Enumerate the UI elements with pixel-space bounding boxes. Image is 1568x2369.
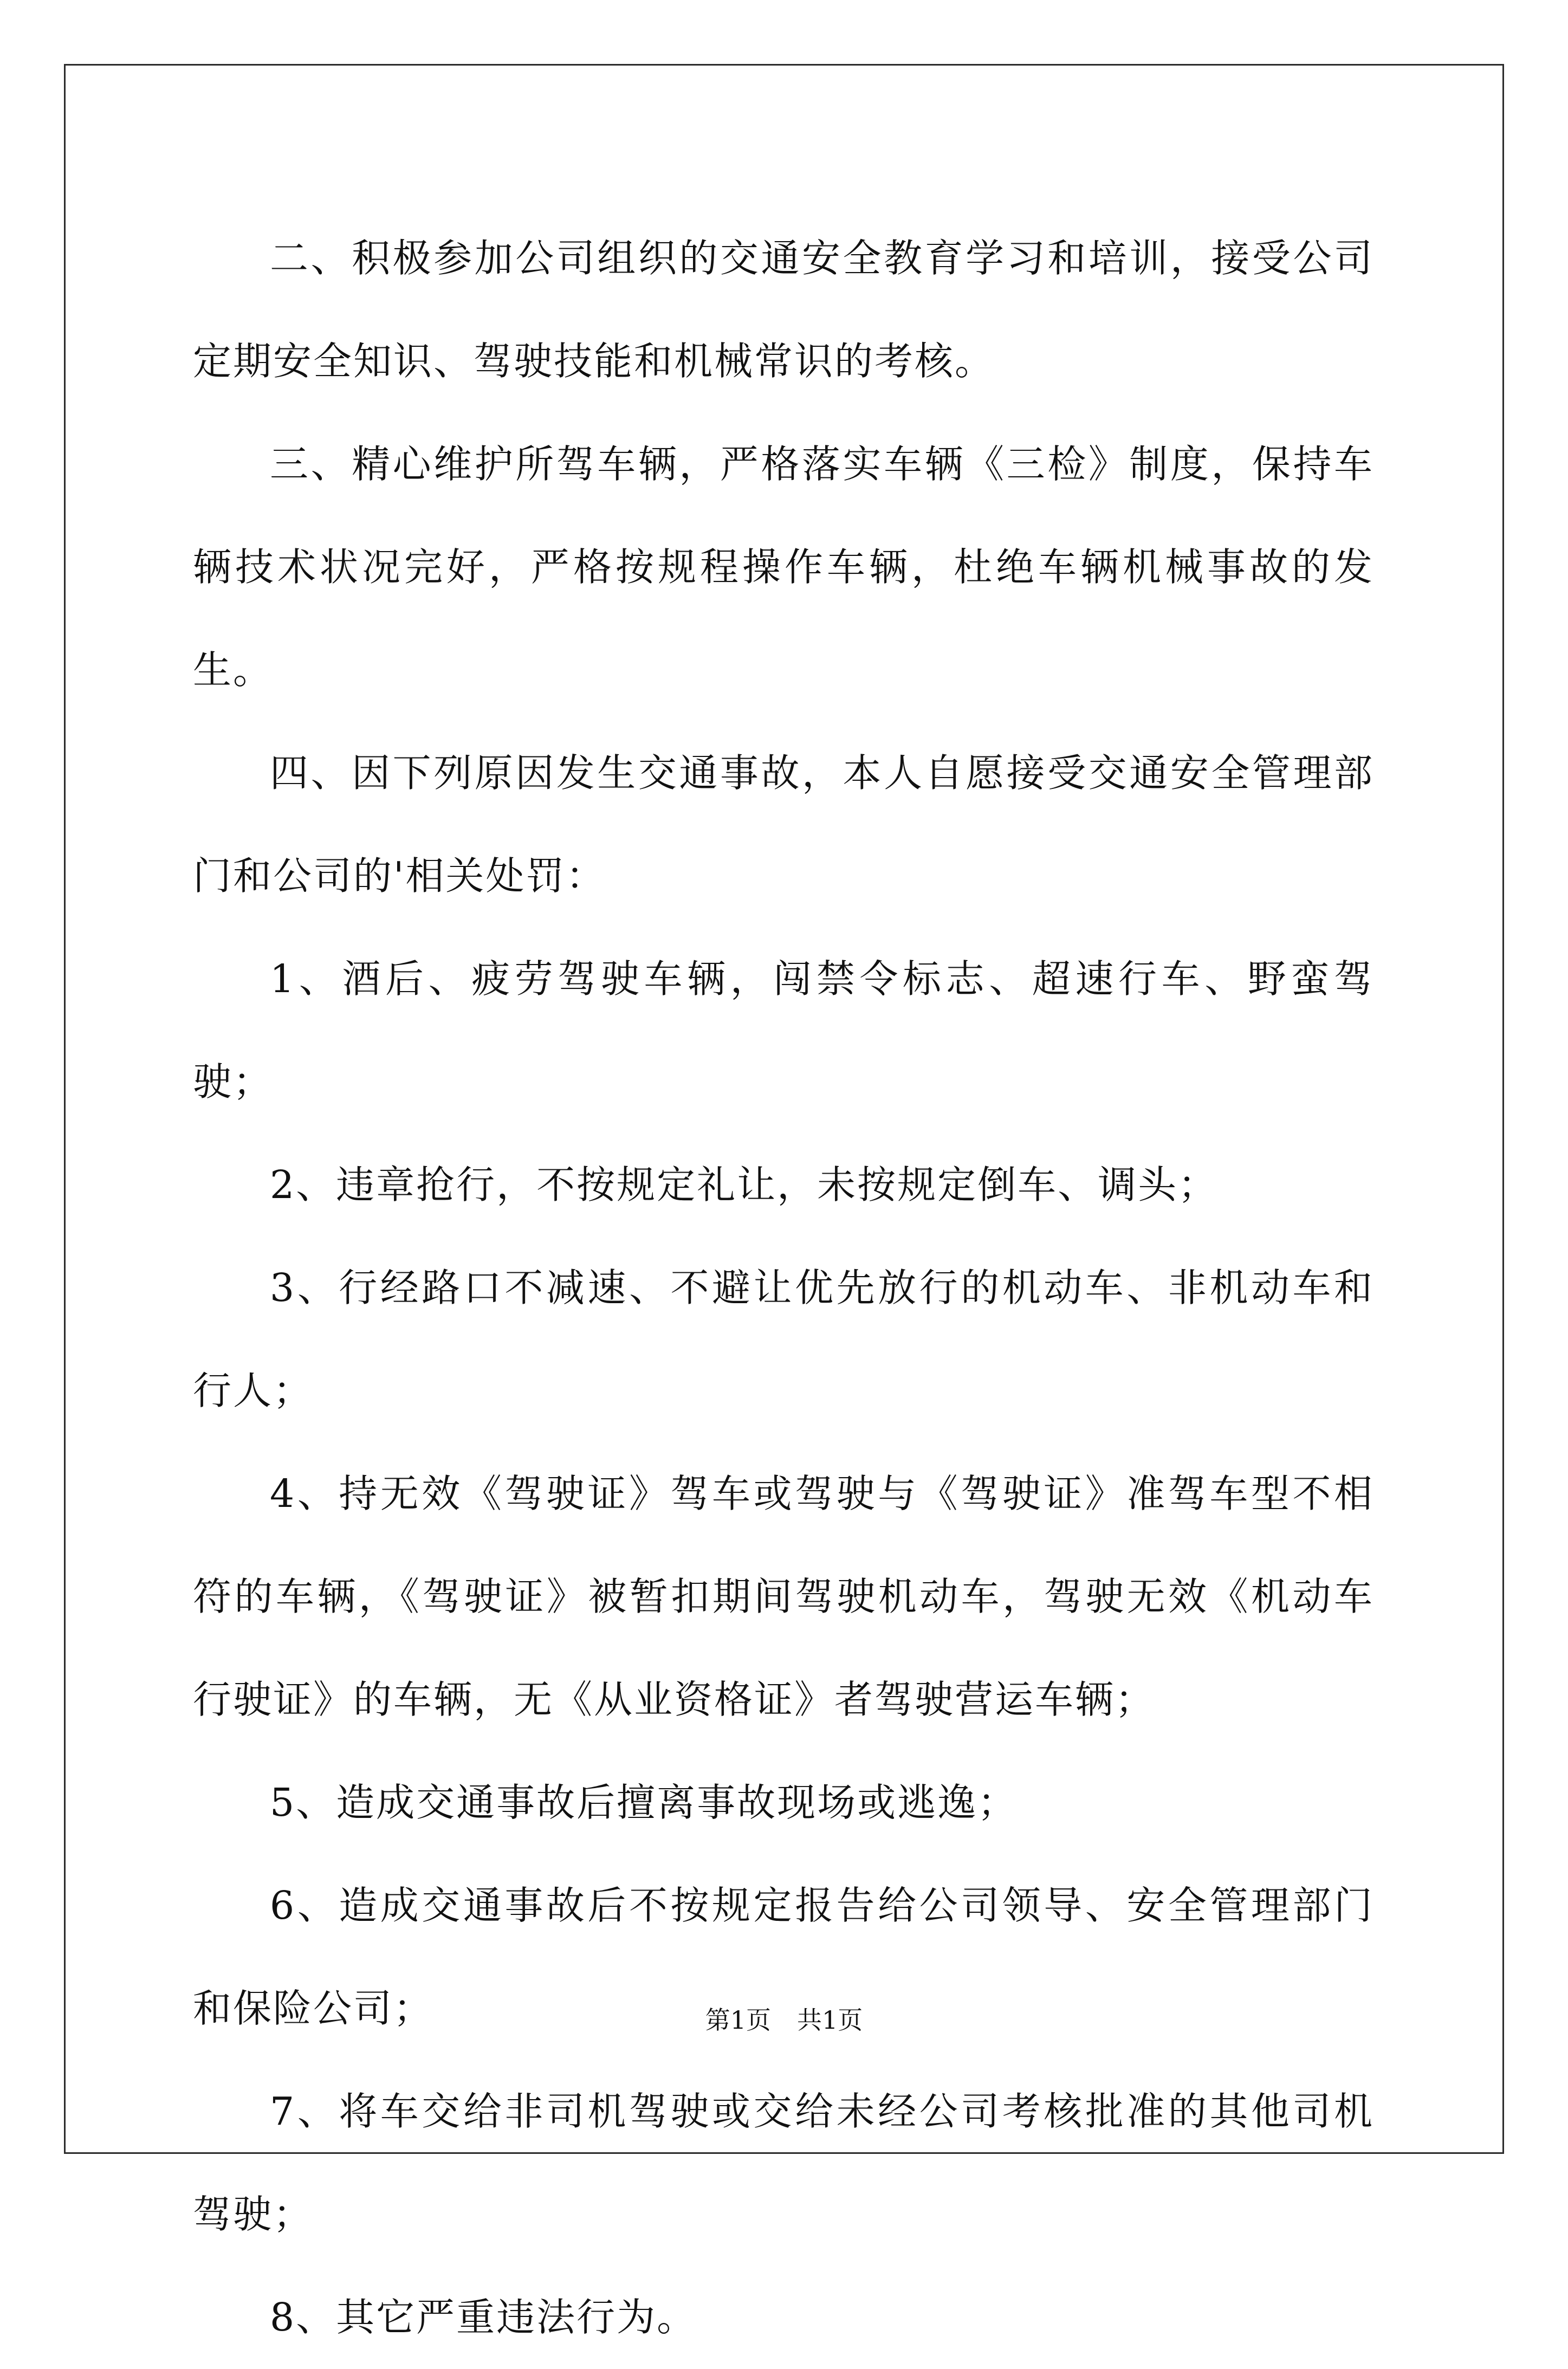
- list-item-7: 7、将车交给非司机驾驶或交给未经公司考核批准的其他司机驾驶；: [193, 2089, 1374, 2237]
- list-item-4: 4、持无效《驾驶证》驾车或驾驶与《驾驶证》准驾车型不相符的车辆，《驾驶证》被暂扣期间驾驶机动车，驾驶无效《机动车行驶证》的车辆，无《从业资格证》者驾驶营运车辆；: [193, 1471, 1374, 1722]
- list-item-1: 1、酒后、疲劳驾驶车辆，闯禁令标志、超速行车、野蛮驾驶；: [193, 956, 1374, 1104]
- paragraph-3: 三、精心维护所驾车辆，严格落实车辆《三检》制度，保持车辆技术状况完好，严格按规程操作车辆，杜绝车辆机械事故的发生。: [193, 442, 1374, 692]
- list-item-5: 5、造成交通事故后擅离事故现场或逃逸；: [270, 1780, 1018, 1825]
- list-item-8: 8、其它严重违法行为。: [270, 2295, 697, 2340]
- list-item-3: 3、行经路口不减速、不避让优先放行的机动车、非机动车和行人；: [193, 1265, 1374, 1413]
- paragraph-4: 四、因下列原因发生交通事故，本人自愿接受交通安全管理部门和公司的'相关处罚：: [193, 750, 1374, 898]
- page-total: 共1页: [797, 2005, 863, 2035]
- list-item-2: 2、违章抢行，不按规定礼让，未按规定倒车、调头；: [270, 1162, 1219, 1207]
- page-footer: [0, 2001, 1568, 2036]
- list-item-6: 6、造成交通事故后不按规定报告给公司领导、安全管理部门和保险公司；: [193, 1883, 1374, 2031]
- document-body: [193, 207, 1374, 2369]
- page-number: 第1页: [705, 2005, 771, 2035]
- paragraph-2: 二、积极参加公司组织的交通安全教育学习和培训，接受公司定期安全知识、驾驶技能和机械常识的考核。: [193, 236, 1374, 384]
